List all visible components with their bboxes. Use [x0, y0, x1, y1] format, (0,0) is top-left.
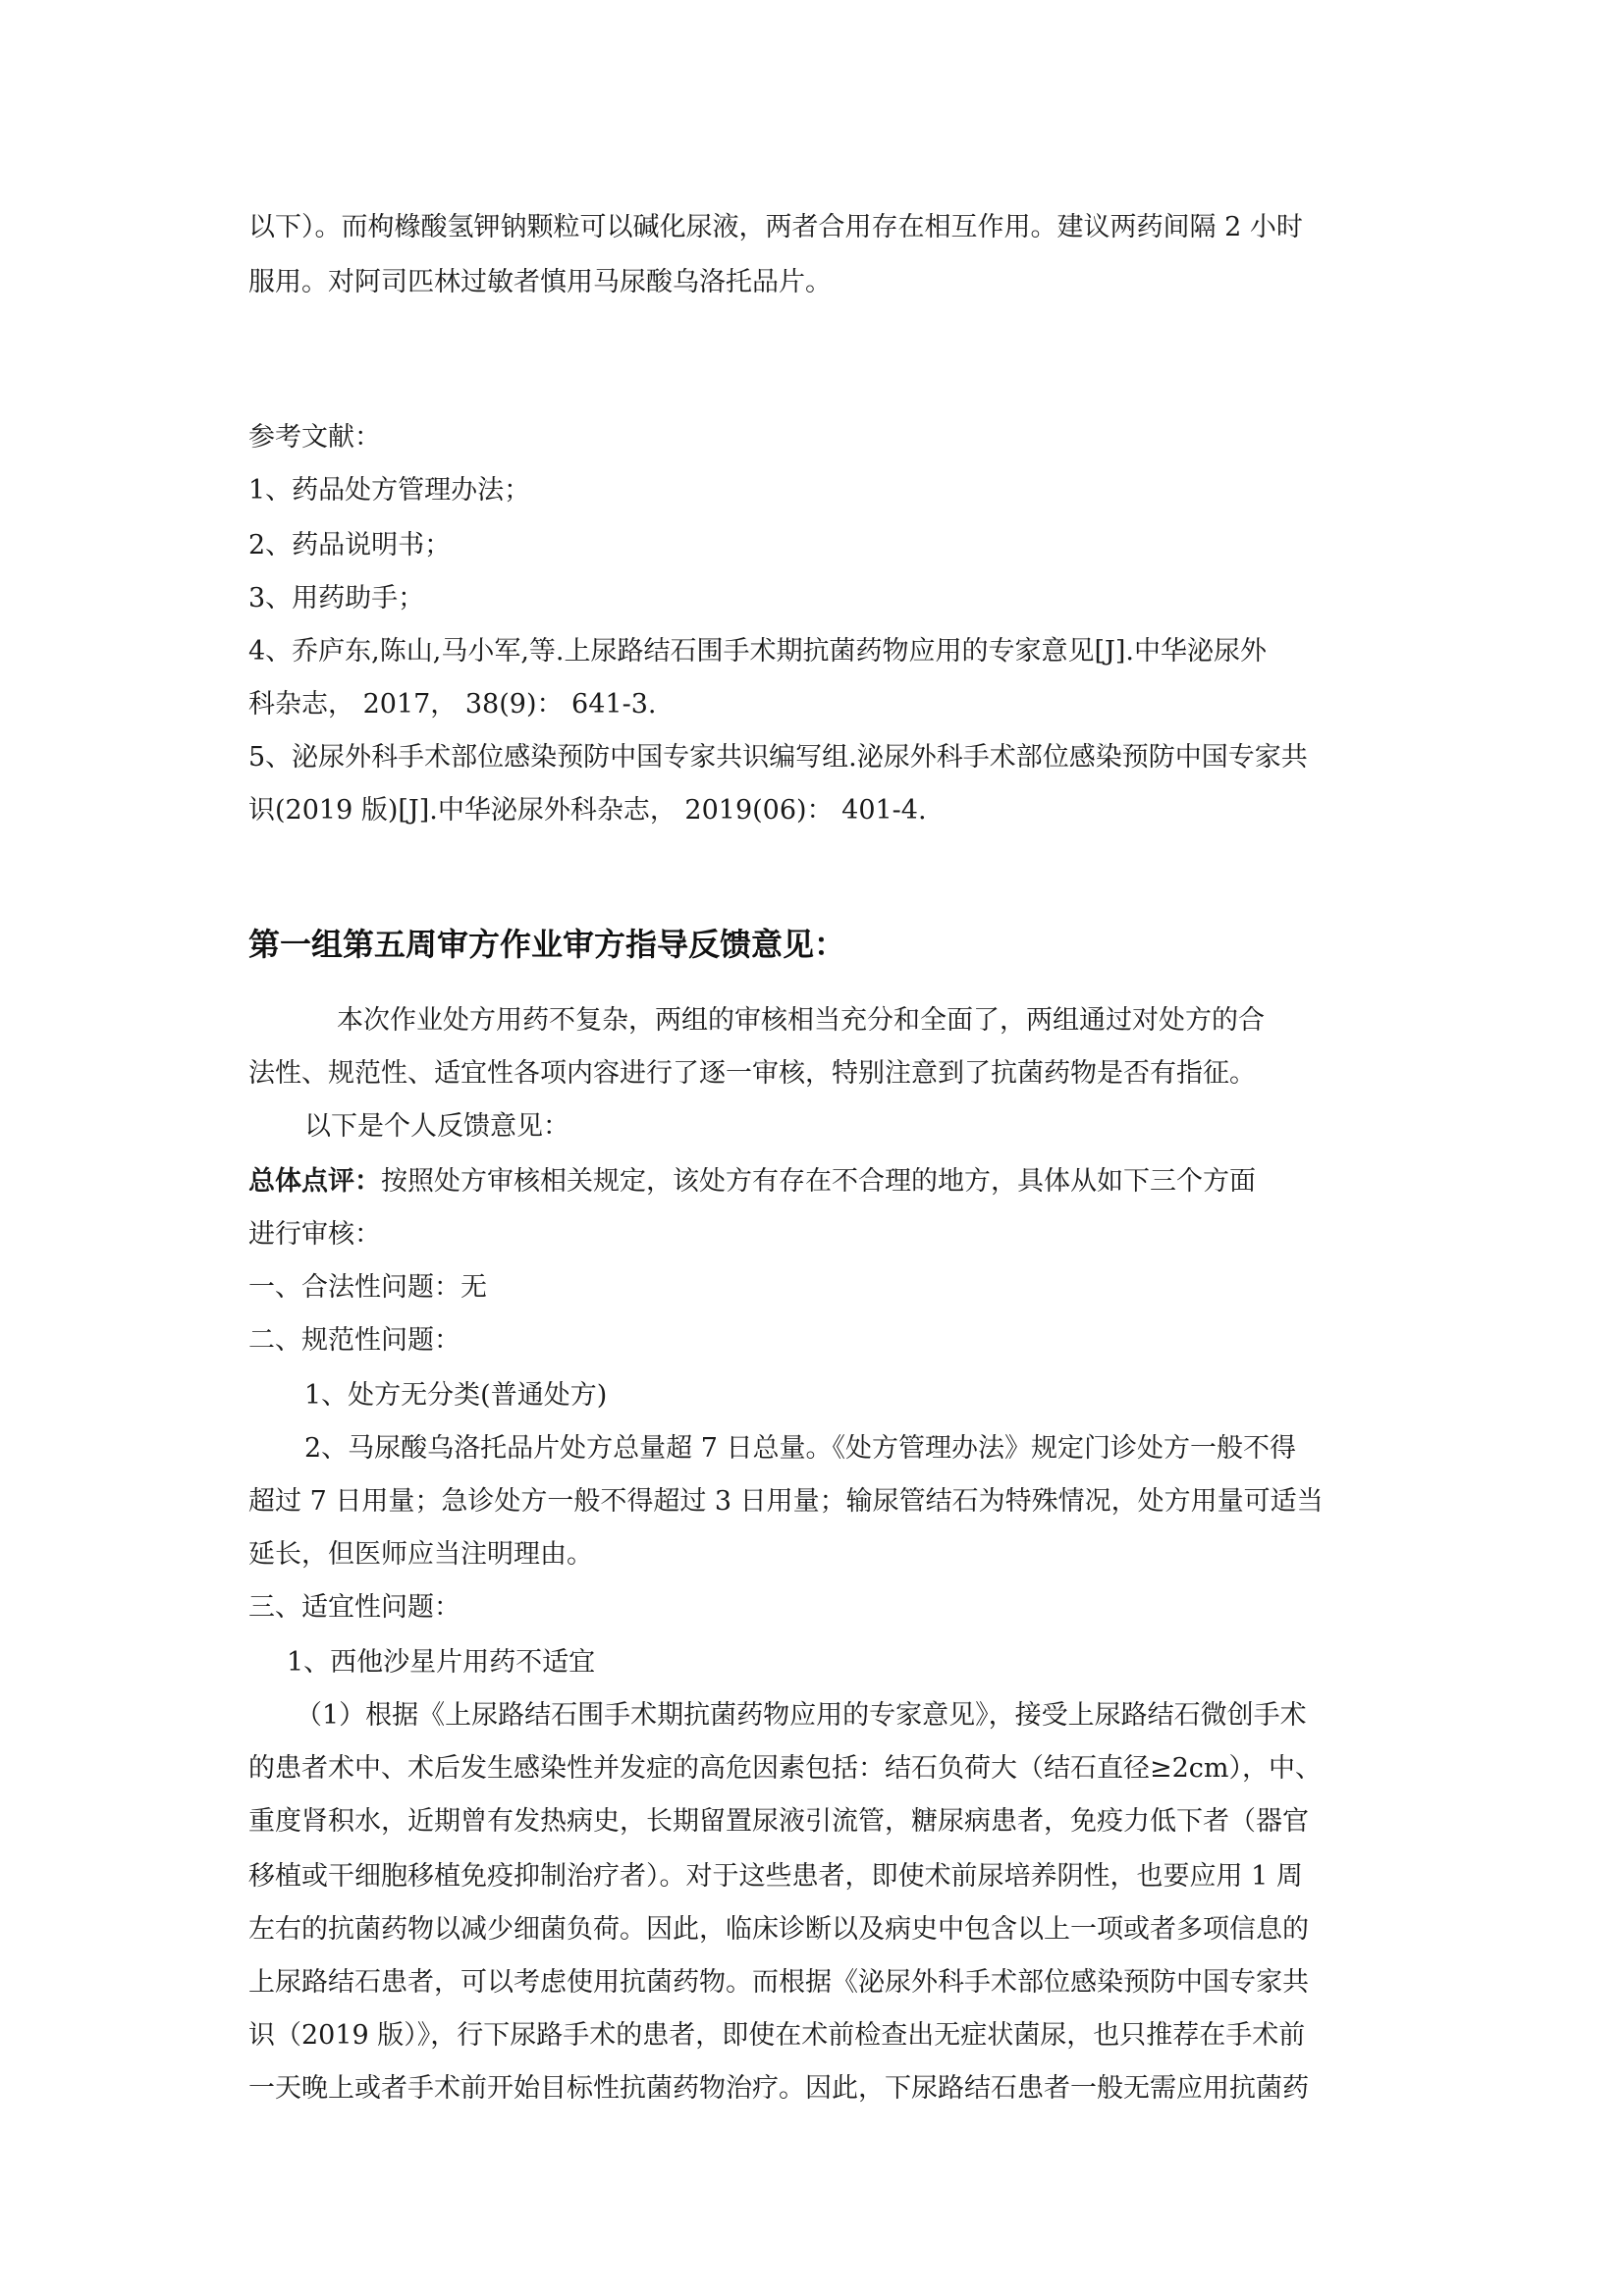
reference-item: 4、乔庐东,陈山,马小军,等.上尿路结石围手术期抗菌药物应用的专家意见[J].中华泌尿外: [248, 636, 1267, 667]
body-line: 上尿路结石患者，可以考虑使用抗菌药物。而根据《泌尿外科手术部位感染预防中国专家共: [248, 1967, 1309, 1998]
summary-label: 总体点评：: [248, 1166, 381, 1197]
references-title: 参考文献：: [248, 422, 381, 453]
intro-line-2: 服用。对阿司匹林过敏者慎用马尿酸乌洛托品片。: [248, 267, 832, 297]
standard-item-2-line-1: 2、马尿酸乌洛托品片处方总量超 7 日总量。《处方管理办法》规定门诊处方一般不得: [304, 1433, 1297, 1464]
body-line: （1）根据《上尿路结石围手术期抗菌药物应用的专家意见》，接受上尿路结石微创手术: [296, 1700, 1307, 1731]
body-line: 左右的抗菌药物以减少细菌负荷。因此，临床诊断以及病史中包含以上一项或者多项信息的: [248, 1914, 1309, 1945]
intro-line-1: 以下）。而枸橼酸氢钾钠颗粒可以碱化尿液，两者合用存在相互作用。建议两药间隔 2 小时: [248, 212, 1303, 242]
reference-item: 1、药品处方管理办法；: [248, 475, 531, 506]
body-line: 移植或干细胞移植免疫抑制治疗者）。对于这些患者，即使术前尿培养阴性，也要应用 1 周: [248, 1861, 1303, 1892]
standard-item-2-line-3: 延长，但医师应当注明理由。: [248, 1539, 593, 1570]
summary-line-2: 进行审核：: [248, 1219, 381, 1250]
body-line: 一天晚上或者手术前开始目标性抗菌药物治疗。因此，下尿路结石患者一般无需应用抗菌药: [248, 2073, 1309, 2104]
standard-heading: 二、规范性问题：: [248, 1325, 460, 1356]
paragraph-1-line-1: 本次作业处方用药不复杂，两组的审核相当充分和全面了，两组通过对处方的合: [337, 1005, 1265, 1036]
standard-item-1: 1、处方无分类(普通处方): [304, 1380, 608, 1411]
body-line: 重度肾积水，近期曾有发热病史，长期留置尿液引流管，糖尿病患者，免疫力低下者（器官: [248, 1806, 1309, 1837]
reference-item: 识(2019 版)[J].中华泌尿外科杂志， 2019(06)： 401-4.: [248, 795, 927, 826]
reference-item: 2、药品说明书；: [248, 530, 452, 561]
reference-item: 科杂志， 2017， 38(9)： 641-3.: [248, 689, 657, 720]
reference-item: 3、用药助手；: [248, 583, 425, 614]
paragraph-2: 以下是个人反馈意见：: [304, 1111, 569, 1142]
suitability-item-1: 1、西他沙星片用药不适宜: [287, 1647, 596, 1678]
reference-item: 5、泌尿外科手术部位感染预防中国专家共识编写组.泌尿外科手术部位感染预防中国专家共: [248, 742, 1308, 773]
legality-item: 一、合法性问题：无: [248, 1272, 487, 1303]
standard-item-2-line-2: 超过 7 日用量；急诊处方一般不得超过 3 日用量；输尿管结石为特殊情况，处方用量可适当: [248, 1486, 1324, 1517]
section-heading: 第一组第五周审方作业审方指导反馈意见：: [248, 926, 846, 963]
body-line: 识（2019 版）》，行下尿路手术的患者，即使在术前检查出无症状菌尿，也只推荐在手术前: [248, 2020, 1306, 2051]
paragraph-1-line-2: 法性、规范性、适宜性各项内容进行了逐一审核，特别注意到了抗菌药物是否有指征。: [248, 1058, 1256, 1089]
summary-line-1: [248, 1164, 1256, 1200]
suitability-heading: 三、适宜性问题：: [248, 1592, 460, 1623]
summary-text: 按照处方审核相关规定，该处方有存在不合理的地方，具体从如下三个方面: [381, 1166, 1256, 1197]
body-line: 的患者术中、术后发生感染性并发症的高危因素包括：结石负荷大（结石直径≥2cm），中、: [248, 1753, 1323, 1784]
